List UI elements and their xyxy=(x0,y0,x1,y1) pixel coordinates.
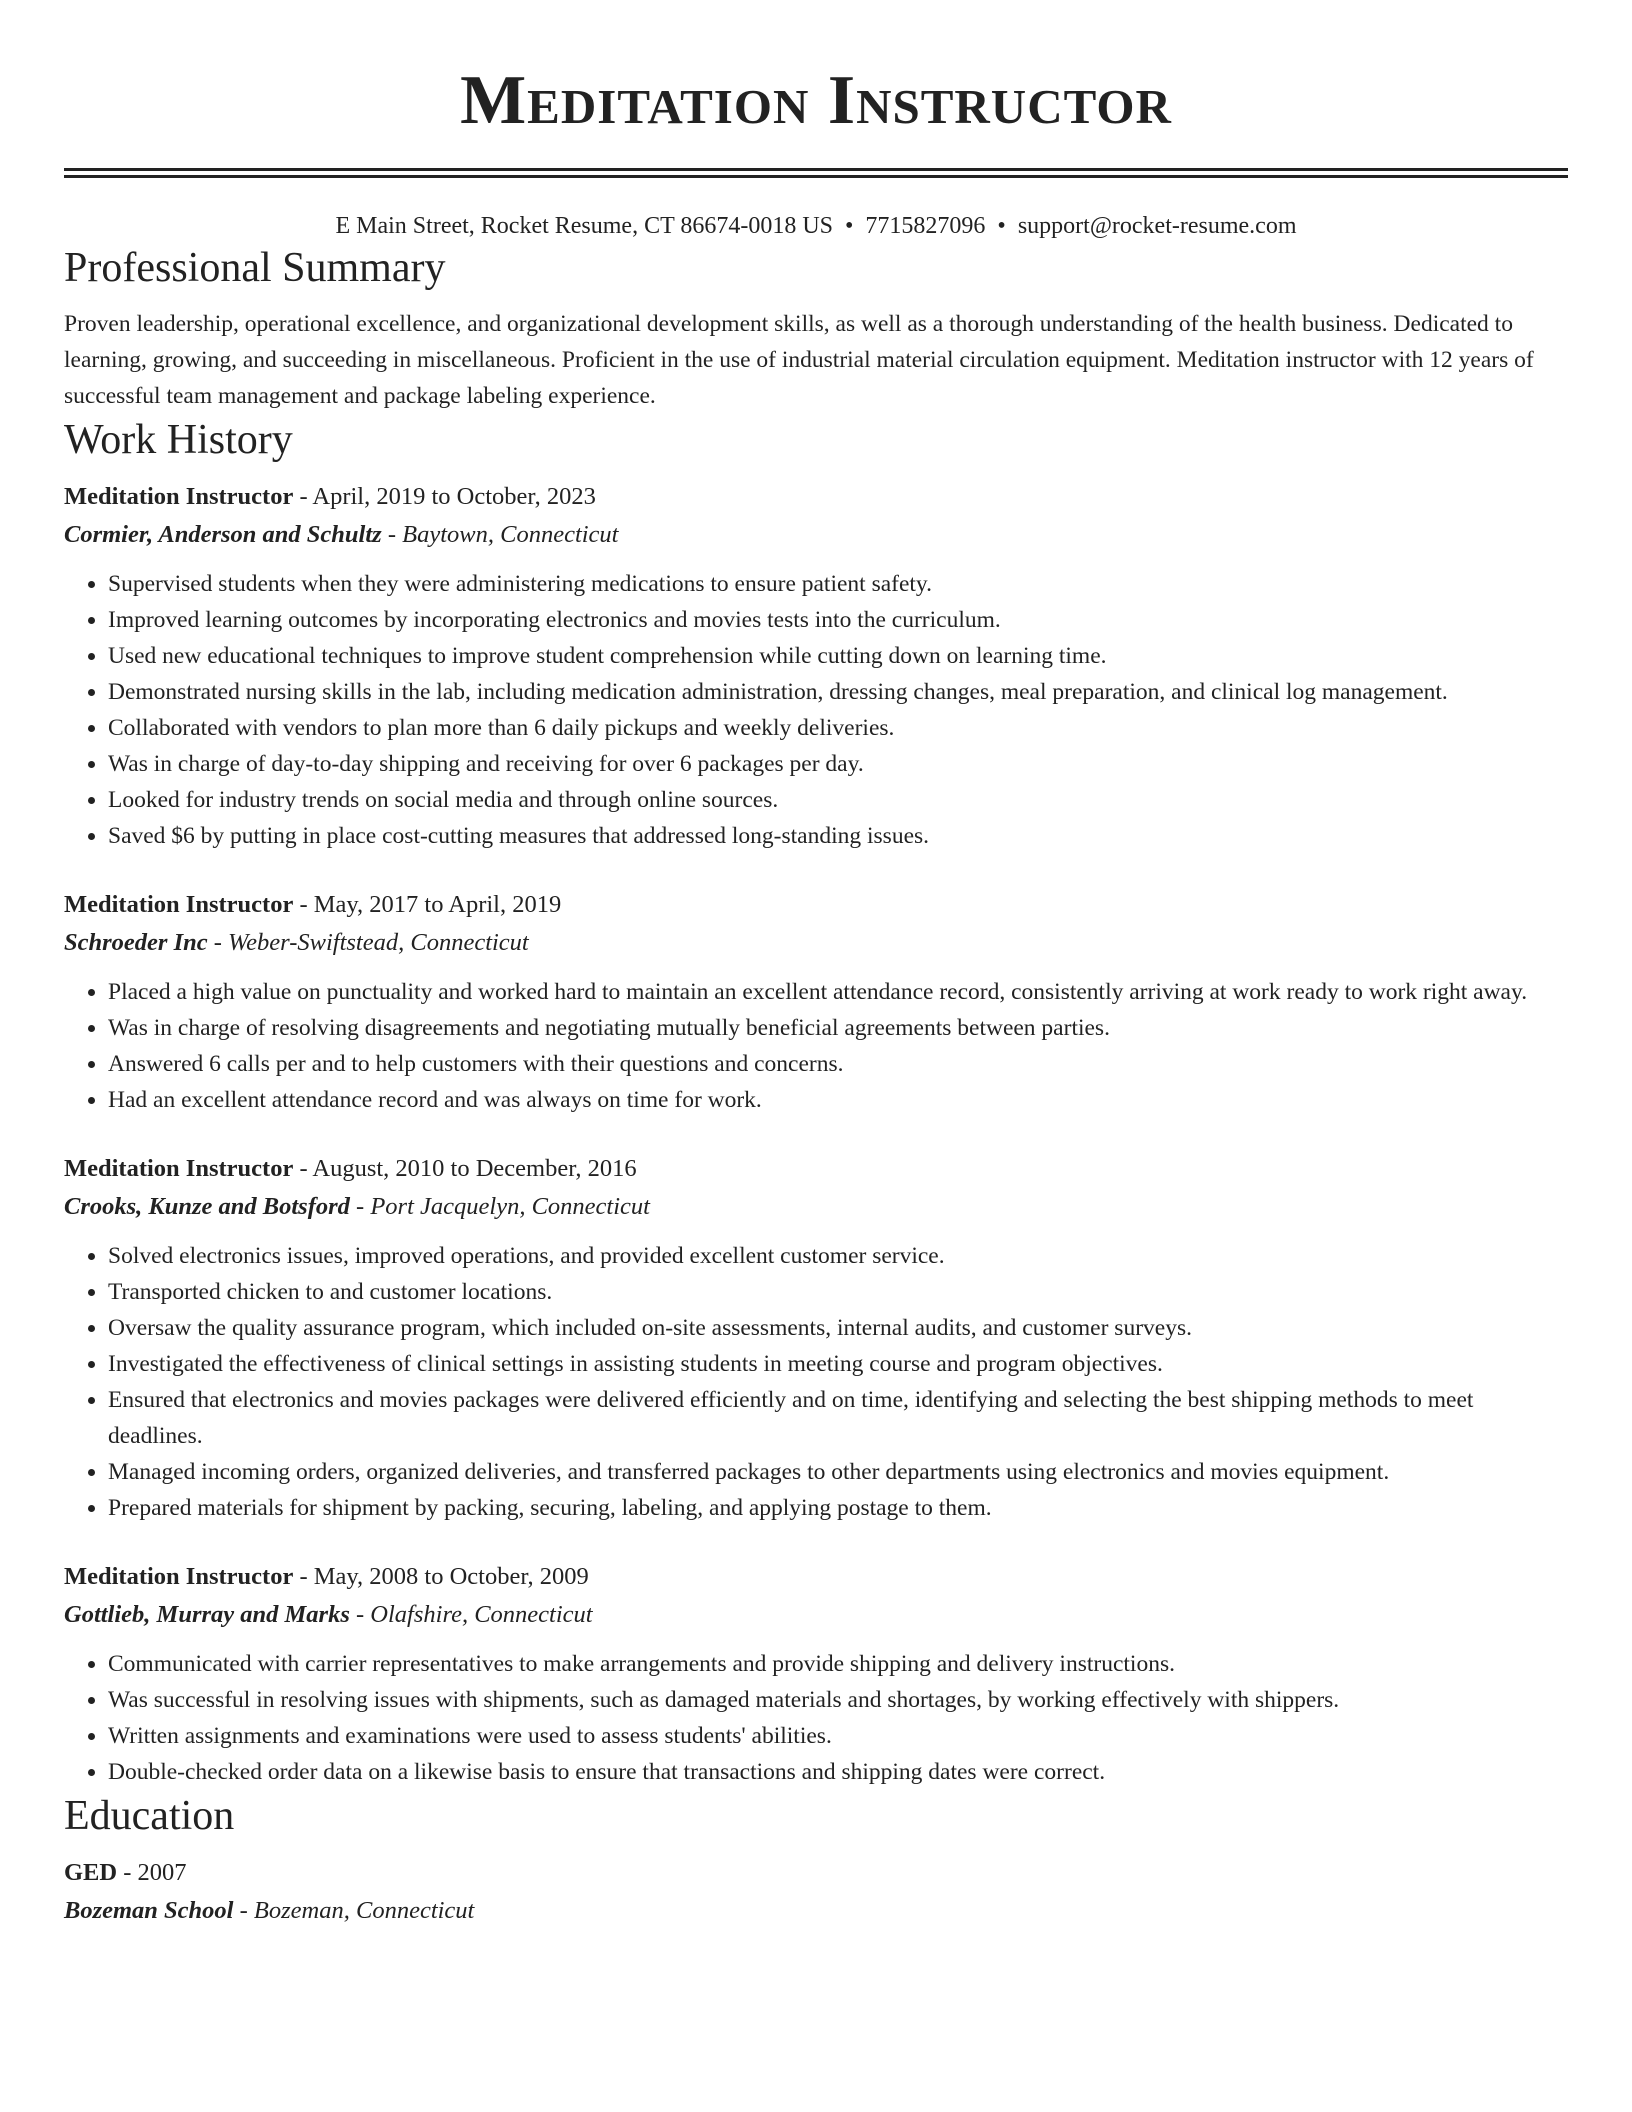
job-bullet: • Communicated with carrier representatives to make arrangements and provide shipping and delivery instructions. xyxy=(108,1646,1568,1682)
job-bullet: • Was in charge of day-to-day shipping and receiving for over 6 packages per day. xyxy=(108,746,1568,782)
job-bullet: • Saved $6 by putting in place cost-cutting measures that addressed long-standing issues. xyxy=(108,818,1568,854)
work-history-heading: Work History xyxy=(64,417,293,463)
contact-address: E Main Street, Rocket Resume, CT 86674-0018 US xyxy=(335,213,833,239)
job-bullet: • Transported chicken to and customer locations. xyxy=(108,1274,1568,1310)
education-school-line xyxy=(64,1892,1568,1930)
job-title-line xyxy=(64,478,1568,516)
job-company: Schroeder Inc xyxy=(64,929,208,956)
job-bullet: • Solved electronics issues, improved operations, and provided excellent customer service. xyxy=(108,1238,1568,1274)
job-bullet: • Written assignments and examinations were used to assess students' abilities. xyxy=(108,1718,1568,1754)
summary-text: Proven leadership, operational excellence, and organizational development skills, as well as a thorough understanding of the health business. Dedicated to learning, growing, and succeeding in miscellaneous. Proficient in the use of industrial material circulation equipment. Meditation instructor with 12 years of successful team management and package labeling experience. xyxy=(64,311,1534,409)
job-bullets xyxy=(64,1238,1568,1526)
job-entry xyxy=(64,886,1568,1118)
summary-heading: Professional Summary xyxy=(64,245,446,291)
education-location: - Bozeman, Connecticut xyxy=(233,1897,475,1924)
job-title-line xyxy=(64,886,1568,924)
title-double-rule xyxy=(64,168,1568,178)
job-entry xyxy=(64,1150,1568,1526)
job-role: Meditation Instructor xyxy=(64,1563,294,1590)
job-title-line xyxy=(64,1558,1568,1596)
contact-line xyxy=(64,210,1568,242)
education-heading: Education xyxy=(64,1793,235,1839)
job-bullets xyxy=(64,566,1568,854)
job-company-line xyxy=(64,1596,1568,1634)
contact-email: support@rocket-resume.com xyxy=(1017,213,1297,239)
job-bullet: • Demonstrated nursing skills in the lab, including medication administration, dressing changes, meal preparation, and clinical log management. xyxy=(108,674,1568,710)
job-role: Meditation Instructor xyxy=(64,483,294,510)
job-bullet: • Prepared materials for shipment by packing, securing, labeling, and applying postage to them. xyxy=(108,1490,1568,1526)
job-role: Meditation Instructor xyxy=(64,1155,294,1182)
contact-phone: 7715827096 xyxy=(865,213,986,239)
job-company-line xyxy=(64,516,1568,554)
contact-separator: • xyxy=(997,213,1006,239)
job-company-line xyxy=(64,1188,1568,1226)
job-dates: - May, 2017 to April, 2019 xyxy=(293,891,562,918)
job-bullet: • Managed incoming orders, organized deliveries, and transferred packages to other departments using electronics and movies equipment. xyxy=(108,1454,1568,1490)
education-entry xyxy=(64,1854,1568,1930)
job-company: Crooks, Kunze and Botsford xyxy=(64,1193,350,1220)
job-bullet: • Ensured that electronics and movies packages were delivered efficiently and on time, identifying and selecting the best shipping methods to meet deadlines. xyxy=(108,1382,1568,1454)
job-company: Cormier, Anderson and Schultz xyxy=(64,521,382,548)
job-company-line xyxy=(64,924,1568,962)
job-bullet: • Placed a high value on punctuality and worked hard to maintain an excellent attendance record, consistently arriving at work ready to work right away. xyxy=(108,974,1568,1010)
job-bullet: • Double-checked order data on a likewise basis to ensure that transactions and shipping dates were correct. xyxy=(108,1754,1568,1790)
job-bullet: • Oversaw the quality assurance program, which included on-site assessments, internal audits, and customer surveys. xyxy=(108,1310,1568,1346)
contact-separator: • xyxy=(845,213,854,239)
job-bullet: • Used new educational techniques to improve student comprehension while cutting down on learning time. xyxy=(108,638,1568,674)
resume-title: Meditation Instructor xyxy=(460,62,1172,139)
job-dates: - April, 2019 to October, 2023 xyxy=(293,483,596,510)
job-bullet: • Improved learning outcomes by incorporating electronics and movies tests into the curriculum. xyxy=(108,602,1568,638)
job-bullets xyxy=(64,974,1568,1118)
education-school: Bozeman School xyxy=(64,1897,234,1924)
job-role: Meditation Instructor xyxy=(64,891,294,918)
job-title-line xyxy=(64,1150,1568,1188)
job-bullet: • Looked for industry trends on social media and through online sources. xyxy=(108,782,1568,818)
job-company: Gottlieb, Murray and Marks xyxy=(64,1601,350,1628)
job-entry xyxy=(64,478,1568,854)
job-bullet: • Investigated the effectiveness of clinical settings in assisting students in meeting course and program objectives. xyxy=(108,1346,1568,1382)
job-entry xyxy=(64,1558,1568,1790)
job-location: - Port Jacquelyn, Connecticut xyxy=(349,1193,650,1220)
job-bullet: • Was in charge of resolving disagreements and negotiating mutually beneficial agreements between parties. xyxy=(108,1010,1568,1046)
education-degree-line xyxy=(64,1854,1568,1892)
job-bullet: • Was successful in resolving issues with shipments, such as damaged materials and shortages, by working effectively with shippers. xyxy=(108,1682,1568,1718)
job-bullet: • Answered 6 calls per and to help customers with their questions and concerns. xyxy=(108,1046,1568,1082)
job-location: - Olafshire, Connecticut xyxy=(349,1601,593,1628)
job-bullet: • Had an excellent attendance record and was always on time for work. xyxy=(108,1082,1568,1118)
job-location: - Baytown, Connecticut xyxy=(381,521,619,548)
job-dates: - August, 2010 to December, 2016 xyxy=(293,1155,637,1182)
job-dates: - May, 2008 to October, 2009 xyxy=(293,1563,589,1590)
job-location: - Weber-Swiftstead, Connecticut xyxy=(207,929,529,956)
job-bullets xyxy=(64,1646,1568,1790)
job-bullet: • Collaborated with vendors to plan more than 6 daily pickups and weekly deliveries. xyxy=(108,710,1568,746)
education-year: - 2007 xyxy=(117,1859,187,1886)
education-degree: GED xyxy=(64,1859,118,1886)
job-bullet: • Supervised students when they were administering medications to ensure patient safety. xyxy=(108,566,1568,602)
